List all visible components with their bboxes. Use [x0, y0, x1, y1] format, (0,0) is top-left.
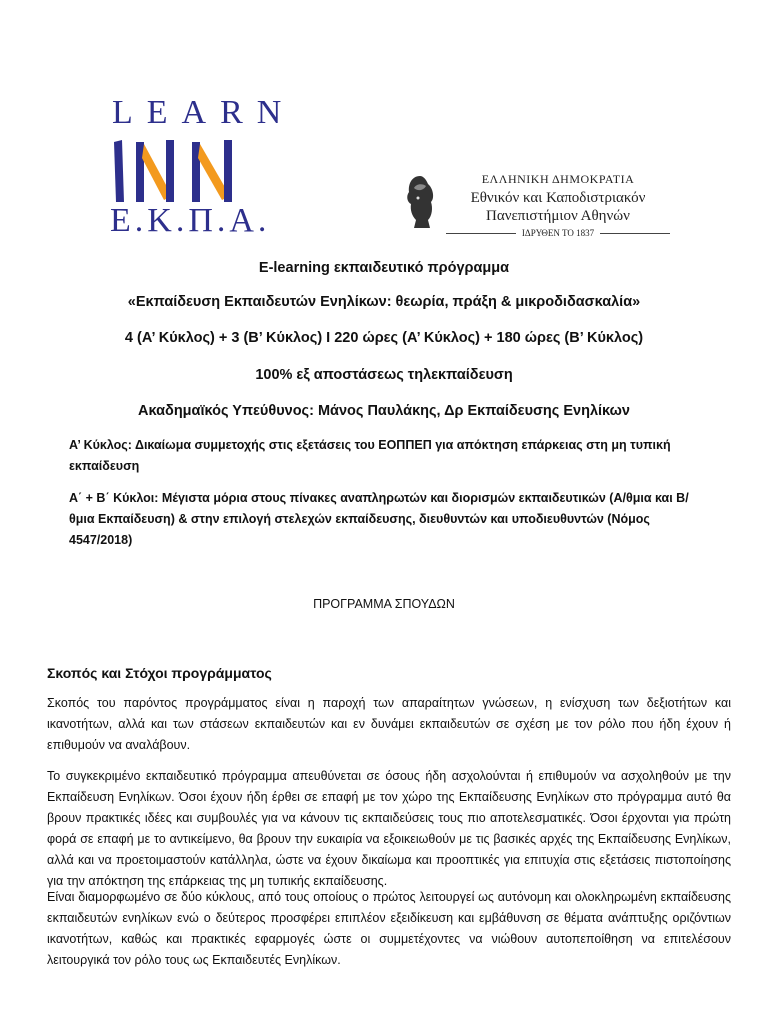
- university-name-line2: Πανεπιστήμιον Αθηνών: [486, 208, 630, 224]
- university-name-line1: Εθνικόν και Καποδιστριακόν: [470, 190, 646, 206]
- divider: [446, 233, 516, 234]
- program-type: E-learning εκπαιδευτικό πρόγραμμα: [258, 260, 510, 276]
- note-cycle-a: Α’ Κύκλος: Δικαίωμα συμμετοχής στις εξετάσεις του ΕΟΠΠΕΠ για απόκτηση επάρκειας στη μη τυπική εκπαίδευση: [69, 438, 671, 473]
- athena-head-icon: [402, 174, 438, 230]
- program-mode: 100% εξ αποστάσεως τηλεκπαίδευση: [255, 367, 513, 383]
- program-title: «Εκπαίδευση Εκπαιδευτών Ενηλίκων: θεωρία, πράξη & μικροδιδασκαλία»: [127, 294, 641, 310]
- academic-supervisor: Ακαδημαϊκός Υπεύθυνος: Μάνος Παυλάκης, Δρ Εκπαίδευσης Ενηλίκων: [138, 403, 630, 419]
- learn-inn-logo: [108, 90, 296, 240]
- university-name-block: [446, 172, 670, 238]
- paragraph-structure: Είναι διαμορφωμένο σε δύο κύκλους, από τους οποίους ο πρώτος λειτουργεί ως αυτόνομη και ολοκληρωμένη εκπαίδευσης εκπαιδευτών ενηλίκων ενώ ο δεύτερος προσφέρει επιπλέον εξειδίκευση και εμβάθυνση σε θέματα ανάπτυξης οριζόντιων ικανοτήτων, καθώς και πρακτικές εφαρμογές ώστε οι συμμετέχοντες να νιώθουν αυτοπεποίθηση να επιτελέσουν λειτουργικά τον ρόλο τους ως Εκπαιδευτές Ενηλίκων.: [47, 890, 731, 967]
- program-duration: 4 (Α’ Κύκλος) + 3 (Β’ Κύκλος) Ι 220 ώρες (Α’ Κύκλος) + 180 ώρες (Β’ Κύκλος): [124, 330, 644, 346]
- logo-learn-word: LEARN: [112, 94, 296, 131]
- university-logo: [402, 172, 672, 238]
- divider: [600, 233, 670, 234]
- note-cycles-ab: Α΄ + Β΄ Κύκλοι: Μέγιστα μόρια στους πίνακες αναπληρωτών και διορισμών εκπαιδευτικών (Α/θμια και Β/θμια Εκπαίδευση) & στην επιλογή στελεχών εκπαίδευσης, διευθυντών και υποδιευθυντών (Νόμος 4547/2018): [69, 491, 689, 547]
- paragraph-purpose: Σκοπός του παρόντος προγράμματος είναι η παροχή των απαραίτητων γνώσεων, η ενίσχυση των δεξιοτήτων και ικανοτήτων, αλλά και των στάσεων εκπαιδευτών και εν δυνάμει εκπαιδευτών σε σχέση με τον ρόλο που ήδη έχουν ή επιθυμούν να αναλάβουν.: [47, 696, 731, 752]
- paragraph-audience: Το συγκεκριμένο εκπαιδευτικό πρόγραμμα απευθύνεται σε όσους ήδη ασχολούνται ή επιθυμούν να ασχοληθούν με την Εκπαίδευση Ενηλίκων. Όσοι έχουν ήδη έρθει σε επαφή με τον χώρο της Εκπαίδευσης Ενηλίκων στο πρόγραμμα αυτό θα βρουν πρακτικές ιδέες και συμβουλές για να κάνουν τις εκπαιδεύσεις τους πιο αποτελεσματικές. Όσοι έρχονται για πρώτη φορά σε επαφή με το αντικείμενο, θα βρουν την ευκαιρία να εξοικειωθούν με τις βασικές αρχές της Εκπαίδευσης Ενηλίκων, αλλά και να προετοιμαστούν κατάλληλα, ώστε να έχουν δικαίωμα και προοπτικές για επιτυχία στις εξετάσεις πιστοποίησης για την απόκτηση της επάρκειας της μη τυπικής εκπαίδευσης.: [47, 769, 731, 888]
- university-founded-text: ΙΔΡΥΘΕΝ ΤΟ 1837: [521, 228, 595, 238]
- logo-inn-text: INN: [108, 136, 110, 137]
- university-country: ΕΛΛΗΝΙΚΗ ΔΗΜΟΚΡΑΤΙΑ: [481, 172, 635, 186]
- logo-inn-mark: [108, 136, 268, 206]
- section-heading: Σκοπός και Στόχοι προγράμματος: [47, 665, 272, 681]
- university-founded: [446, 228, 670, 238]
- logo-ekpa-word: Ε.Κ.Π.Α.: [110, 202, 271, 239]
- study-program-heading: ΠΡΟΓΡΑΜΜΑ ΣΠΟΥΔΩΝ: [313, 597, 455, 611]
